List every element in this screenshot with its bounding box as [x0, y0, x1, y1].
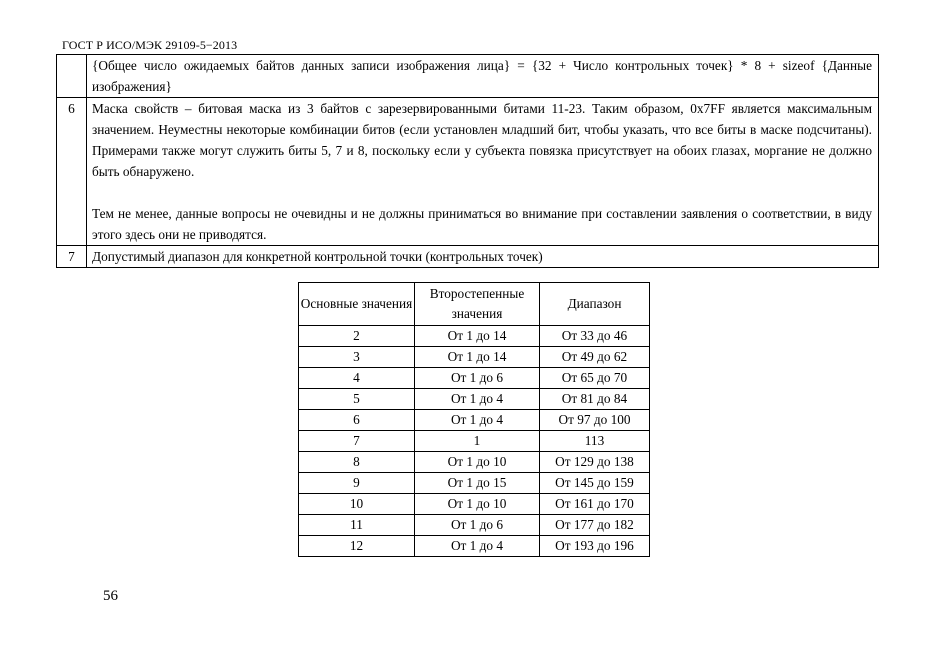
- major-value-cell: 10: [299, 494, 415, 515]
- major-value-cell: 3: [299, 347, 415, 368]
- major-value-cell: 12: [299, 536, 415, 557]
- range-table-body: [299, 326, 650, 557]
- document-header: ГОСТ Р ИСО/МЭК 29109-5−2013: [62, 38, 238, 52]
- table-row: [299, 347, 650, 368]
- table-row: [299, 515, 650, 536]
- table-row: [299, 494, 650, 515]
- range-cell: От 49 до 62: [540, 347, 650, 368]
- minor-value-cell: От 1 до 6: [415, 368, 540, 389]
- range-cell: От 161 до 170: [540, 494, 650, 515]
- continuation-text: {Общее число ожидаемых байтов данных записи изображения лица} = {32 + Число контрольных точек} * 8 + sizeof {Данные изображения}: [87, 55, 879, 98]
- major-value-cell: 6: [299, 410, 415, 431]
- row-7-text: Допустимый диапазон для конкретной контрольной точки (контрольных точек): [87, 246, 879, 268]
- row-6-paragraph-1: Маска свойств – битовая маска из 3 байтов с зарезервированными битами 11-23. Таким образом, 0x7FF является максимальным значением. Неуместны некоторые комбинации битов (если установлен младший бит, чтобы указать, что все биты в маске подсчитаны). Примерами также могут служить биты 5, 7 и 8, поскольку если у субъекта повязка присутствует на обоих глазах, моргание не должно быть обнаружено.: [92, 101, 872, 179]
- major-value-cell: 9: [299, 473, 415, 494]
- range-cell: От 65 до 70: [540, 368, 650, 389]
- minor-value-cell: От 1 до 6: [415, 515, 540, 536]
- minor-value-cell: От 1 до 4: [415, 536, 540, 557]
- row-6-content: [87, 98, 879, 246]
- paragraph-gap: [92, 182, 872, 203]
- range-cell: От 129 до 138: [540, 452, 650, 473]
- table-row: [57, 55, 879, 98]
- table-row: [299, 452, 650, 473]
- range-cell: От 81 до 84: [540, 389, 650, 410]
- major-value-cell: 4: [299, 368, 415, 389]
- page-number: 56: [103, 588, 118, 604]
- range-cell: От 97 до 100: [540, 410, 650, 431]
- row-6-paragraph-2: Тем не менее, данные вопросы не очевидны и не должны приниматься во внимание при составлении заявления о соответствии, в виду этого здесь они не приводятся.: [92, 206, 872, 242]
- minor-value-cell: От 1 до 15: [415, 473, 540, 494]
- range-cell: От 33 до 46: [540, 326, 650, 347]
- major-value-cell: 7: [299, 431, 415, 452]
- table-row: [299, 473, 650, 494]
- minor-value-cell: От 1 до 14: [415, 326, 540, 347]
- range-cell: От 193 до 196: [540, 536, 650, 557]
- range-cell: 113: [540, 431, 650, 452]
- row-number: 6: [57, 98, 87, 246]
- major-value-cell: 2: [299, 326, 415, 347]
- major-value-cell: 8: [299, 452, 415, 473]
- column-header-minor: Второстепенные значения: [415, 283, 540, 326]
- row-number: [57, 55, 87, 98]
- notes-table: [56, 54, 879, 268]
- table-row: [57, 246, 879, 268]
- range-cell: От 177 до 182: [540, 515, 650, 536]
- table-row: [299, 410, 650, 431]
- minor-value-cell: От 1 до 14: [415, 347, 540, 368]
- minor-value-cell: От 1 до 4: [415, 389, 540, 410]
- major-value-cell: 5: [299, 389, 415, 410]
- range-cell: От 145 до 159: [540, 473, 650, 494]
- table-row: [299, 368, 650, 389]
- minor-value-cell: От 1 до 10: [415, 494, 540, 515]
- table-header-row: [299, 283, 650, 326]
- minor-value-cell: От 1 до 10: [415, 452, 540, 473]
- table-row: [299, 389, 650, 410]
- major-value-cell: 11: [299, 515, 415, 536]
- minor-value-cell: 1: [415, 431, 540, 452]
- table-row: [299, 326, 650, 347]
- table-row: [57, 98, 879, 246]
- table-row: [299, 536, 650, 557]
- range-table: [298, 282, 650, 557]
- column-header-range: Диапазон: [540, 283, 650, 326]
- minor-value-cell: От 1 до 4: [415, 410, 540, 431]
- column-header-major: Основные значения: [299, 283, 415, 326]
- row-number: 7: [57, 246, 87, 268]
- table-row: [299, 431, 650, 452]
